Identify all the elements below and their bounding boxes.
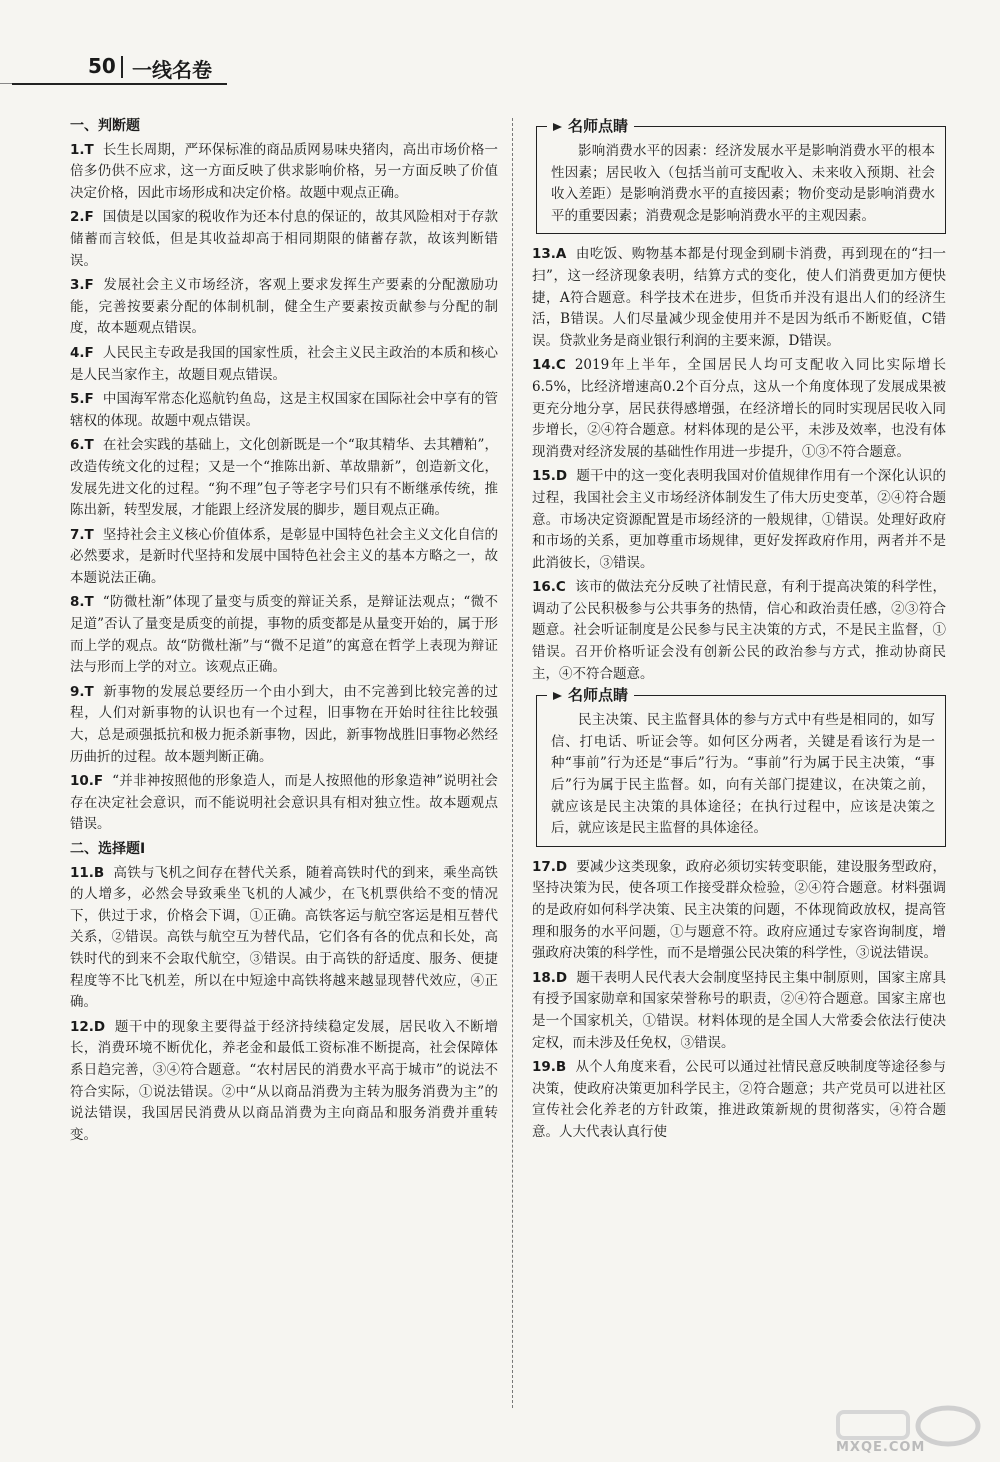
answer-number: 16.C (532, 579, 566, 596)
answer-item (70, 435, 498, 521)
choice-list-continued (532, 244, 946, 685)
header-rule (12, 83, 227, 85)
answer-text: 国债是以国家的税收作为还本付息的保证的，故其风险相对于存款储蓄而言较低，但是其收益却高于相同期限的储蓄存款，故该判断错误。 (70, 209, 498, 269)
section-heading-choice: 二、选择题Ⅰ (70, 841, 146, 857)
judgement-list (70, 140, 498, 836)
answer-text: 2019年上半年，全国居民人均可支配收入同比实际增长6.5%，比经济增速高0.2个百分点，这从一个角度体现了发展成果被更充分地分享，居民获得感增强，在经济增长的同时实现居民收入同步增长，②④符合题意。材料体现的是公平，未涉及效率，也没有体现消费对经济发展的基础性作用进一步提升，①③不符合题意。 (532, 357, 946, 460)
answer-text: “防微杜渐”体现了量变与质变的辩证关系，是辩证法观点；“微不足道”否认了量变是质变的前提，事物的质变都是从量变开始的，属于形而上学的观点。故“防微杜渐”与“微不足道”的寓意在哲学上表现为辩证法与形而上学的对立。该观点正确。 (70, 594, 498, 676)
answer-text: 发展社会主义市场经济，客观上要求发挥生产要素的分配激励功能，完善按要素分配的体制机制，健全生产要素按贡献参与分配的制度，故本题观点错误。 (70, 277, 498, 337)
teacher-tip-box (536, 686, 946, 847)
answer-number: 7.T (70, 526, 94, 543)
pencil-icon (553, 692, 562, 700)
answer-number: 13.A (532, 246, 567, 263)
answer-text: 在社会实践的基础上，文化创新既是一个“取其精华、去其糟粕”，改造传统文化的过程；又是一个“推陈出新、革故鼎新”，创造新文化，发展先进文化的过程。“狗不理”包子等老字号们只有不断继承传统，推陈出新，转型发展，才能跟上经济发展的脚步，题目观点正确。 (70, 437, 498, 519)
answer-number: 2.F (70, 209, 94, 226)
answer-item (532, 466, 946, 574)
choice-list (70, 863, 498, 1147)
answer-text: 题干表明人民代表大会制度坚持民主集中制原则，国家主席具有授予国家勋章和国家荣誉称号的职责，②④符合题意。国家主席也是一个国家机关，①错误。材料体现的是全国人大常委会依法行使决定权，而未涉及任免权，③错误。 (532, 969, 946, 1051)
answer-item (70, 863, 498, 1014)
answer-item (70, 592, 498, 678)
answer-text: 该市的做法充分反映了社情民意，有利于提高决策的科学性，调动了公民积极参与公共事务的热情，信心和政治责任感，②③符合题意。社会听证制度是公民参与民主决策的方式，不是民主监督，①错误。召开价格听证会没有创新公民的政治参与方式，推动协商民主，④不符合题意。 (532, 579, 946, 682)
answer-item (70, 343, 498, 386)
answer-text: 人民民主专政是我国的国家性质，社会主义民主政治的本质和核心是人民当家作主，故题目观点错误。 (70, 344, 498, 383)
answer-item (70, 682, 498, 768)
answer-text: 坚持社会主义核心价值体系，是彰显中国特色社会主义文化自信的必然要求，是新时代坚持和发展中国特色社会主义的基本方略之一，故本题说法正确。 (70, 526, 498, 586)
tip-heading (547, 685, 634, 707)
answer-number: 9.T (70, 683, 94, 700)
answer-text: 题干中的现象主要得益于经济持续稳定发展，居民收入不断增长，消费环境不断优化，养老金和最低工资标准不断提高，社会保障体系日趋完善，③④符合题意。“农村居民的消费水平高于城市”的说法不符合实际，①说法错误。②中“从以商品消费为主转为服务消费为主”的说法错误，我国居民消费从以商品消费为主向商品和服务消费并重转变。 (70, 1018, 498, 1143)
choice-list-final (532, 857, 946, 1144)
answer-number: 18.D (532, 969, 568, 986)
answer-text: 从个人角度来看，公民可以通过社情民意反映制度等途径参与决策，使政府决策更加科学民主，②符合题意；共产党员可以进社区宣传社会化养老的方针政策，推进政策新规的贯彻落实，④符合题意。人大代表认真行使 (532, 1059, 946, 1140)
answer-number: 12.D (70, 1018, 106, 1035)
pencil-icon (553, 123, 562, 131)
answer-text: 高铁与飞机之间存在替代关系，随着高铁时代的到来，乘坐高铁的人增多，必然会导致乘坐飞机的人减少，在飞机票供给不变的情况下，供过于求，价格会下调，①正确。高铁客运与航空客运是相互替代关系，②错误。高铁与航空互为替代品，它们各有各的优点和长处，高铁时代的到来不会取代航空，③错误。由于高铁的舒适度、服务、便捷程度等不比飞机差，所以在中短途中高铁将越来越显现替代效应，④正确。 (70, 864, 498, 1011)
answer-number: 14.C (532, 357, 566, 374)
answer-item (70, 140, 498, 205)
tip-title: 名师点睛 (568, 686, 629, 705)
answer-number: 1.T (70, 141, 94, 158)
answer-item (70, 389, 498, 432)
answer-number: 15.D (532, 468, 568, 485)
column-divider (512, 118, 513, 1408)
answer-text: 新事物的发展总要经历一个由小到大，由不完善到比较完善的过程，人们对新事物的认识也有一个过程，旧事物在开始时往往比较强大，总是顽强抵抗和极力扼杀新事物，因此，新事物战胜旧事物必然经历曲折的过程。故本题判断正确。 (70, 683, 498, 765)
book-title: 一线名卷 (132, 58, 212, 82)
right-column (532, 116, 946, 1147)
answer-number: 19.B (532, 1059, 567, 1076)
answer-number: 6.T (70, 437, 94, 454)
page-header (0, 50, 1000, 90)
answer-number: 11.B (70, 864, 105, 881)
header-rule-left (0, 83, 12, 84)
answer-item (70, 1017, 498, 1147)
tip-heading (547, 116, 634, 138)
answer-text: 由吃饭、购物基本都是付现金到刷卡消费，再到现在的“扫一扫”，这一经济现象表明，结算方式的变化，使人们消费更加方便快捷，A符合题意。科学技术在进步，但货币并没有退出人们的经济生活，B错误。人们尽量减少现金使用并不是因为纸币不断贬值，C错误。贷款业务是商业银行利润的主要来源，D错误。 (532, 246, 946, 349)
answer-item (532, 355, 946, 463)
tip-title: 名师点睛 (568, 117, 629, 135)
tip-text: 民主决策、民主监督具体的参与方式中有些是相同的，如写信、打电话、听证会等。如何区分两者，关键是看该行为是一种“事前”行为还是“事后”行为。“事前”行为属于民主决策，“事后”行为属于民主监督。如，向有关部门提建议，在决策之前，就应该是民主决策的具体途径；在执行过程中，应该是决策之后，就应该是民主监督的具体途径。 (551, 712, 935, 837)
answer-text: 题干中的这一变化表明我国对价值规律作用有一个深化认识的过程，我国社会主义市场经济体制发生了伟大历史变革，②④符合题意。市场决定资源配置是市场经济的一般规律，①错误。处理好政府和市场的关系，更加尊重市场规律，更好发挥政府作用，两者并不是此消彼长，③错误。 (532, 468, 946, 571)
answer-text: “并非神按照他的形象造人，而是人按照他的形象造神”说明社会存在决定社会意识，而不能说明社会意识具有相对独立性。故本题观点错误。 (70, 773, 498, 833)
answer-number: 17.D (532, 858, 568, 875)
answer-item (532, 968, 946, 1054)
answer-number: 10.F (70, 773, 104, 790)
watermark-text: MXQE.COM (836, 1440, 926, 1455)
answer-number: 8.T (70, 594, 94, 611)
answer-text: 中国海军常态化巡航钓鱼岛，这是主权国家在国际社会中享有的管辖权的体现。故题中观点错误。 (70, 391, 498, 429)
answer-item (70, 771, 498, 836)
answer-text: 长生长周期，严环保标准的商品质网易味央猪肉，高出市场价格一倍多仍供不应求，这一方面反映了供求影响价格，另一方面反映了价值决定价格，因此市场形成和决定价格。故题中观点正确。 (70, 141, 498, 201)
header-separator (121, 56, 123, 78)
answer-number: 5.F (70, 391, 94, 408)
tip-text: 影响消费水平的因素：经济发展水平是影响消费水平的根本性因素；居民收入（包括当前可支配收入、未来收入预期、社会收入差距）是影响消费水平的直接因素；物价变动是影响消费水平的重要因素；消费观念是影响消费水平的主观因素。 (551, 143, 935, 224)
answer-item (532, 244, 946, 352)
answer-number: 3.F (70, 277, 94, 294)
teacher-tip-box (536, 117, 946, 234)
left-column (70, 116, 498, 1149)
answer-item (532, 577, 946, 685)
answer-text: 要减少这类现象，政府必须切实转变职能，建设服务型政府，坚持决策为民，使各项工作接受群众检验，②④符合题意。材料强调的是政府如何科学决策、民主决策的问题，不体现简政放权，提高管理和服务的水平问题，①与题意不符。政府应通过专家咨询制度，增强政府决策的科学性，而不是增强公民决策的科学性，③说法错误。 (532, 858, 946, 962)
answer-item (70, 275, 498, 340)
answer-item (532, 857, 946, 965)
answer-item (70, 207, 498, 272)
answer-item (70, 525, 498, 590)
answer-item (532, 1057, 946, 1143)
section-heading-judgement: 一、判断题 (70, 118, 140, 134)
answer-number: 4.F (70, 344, 94, 361)
page-number: 50 (88, 54, 116, 78)
